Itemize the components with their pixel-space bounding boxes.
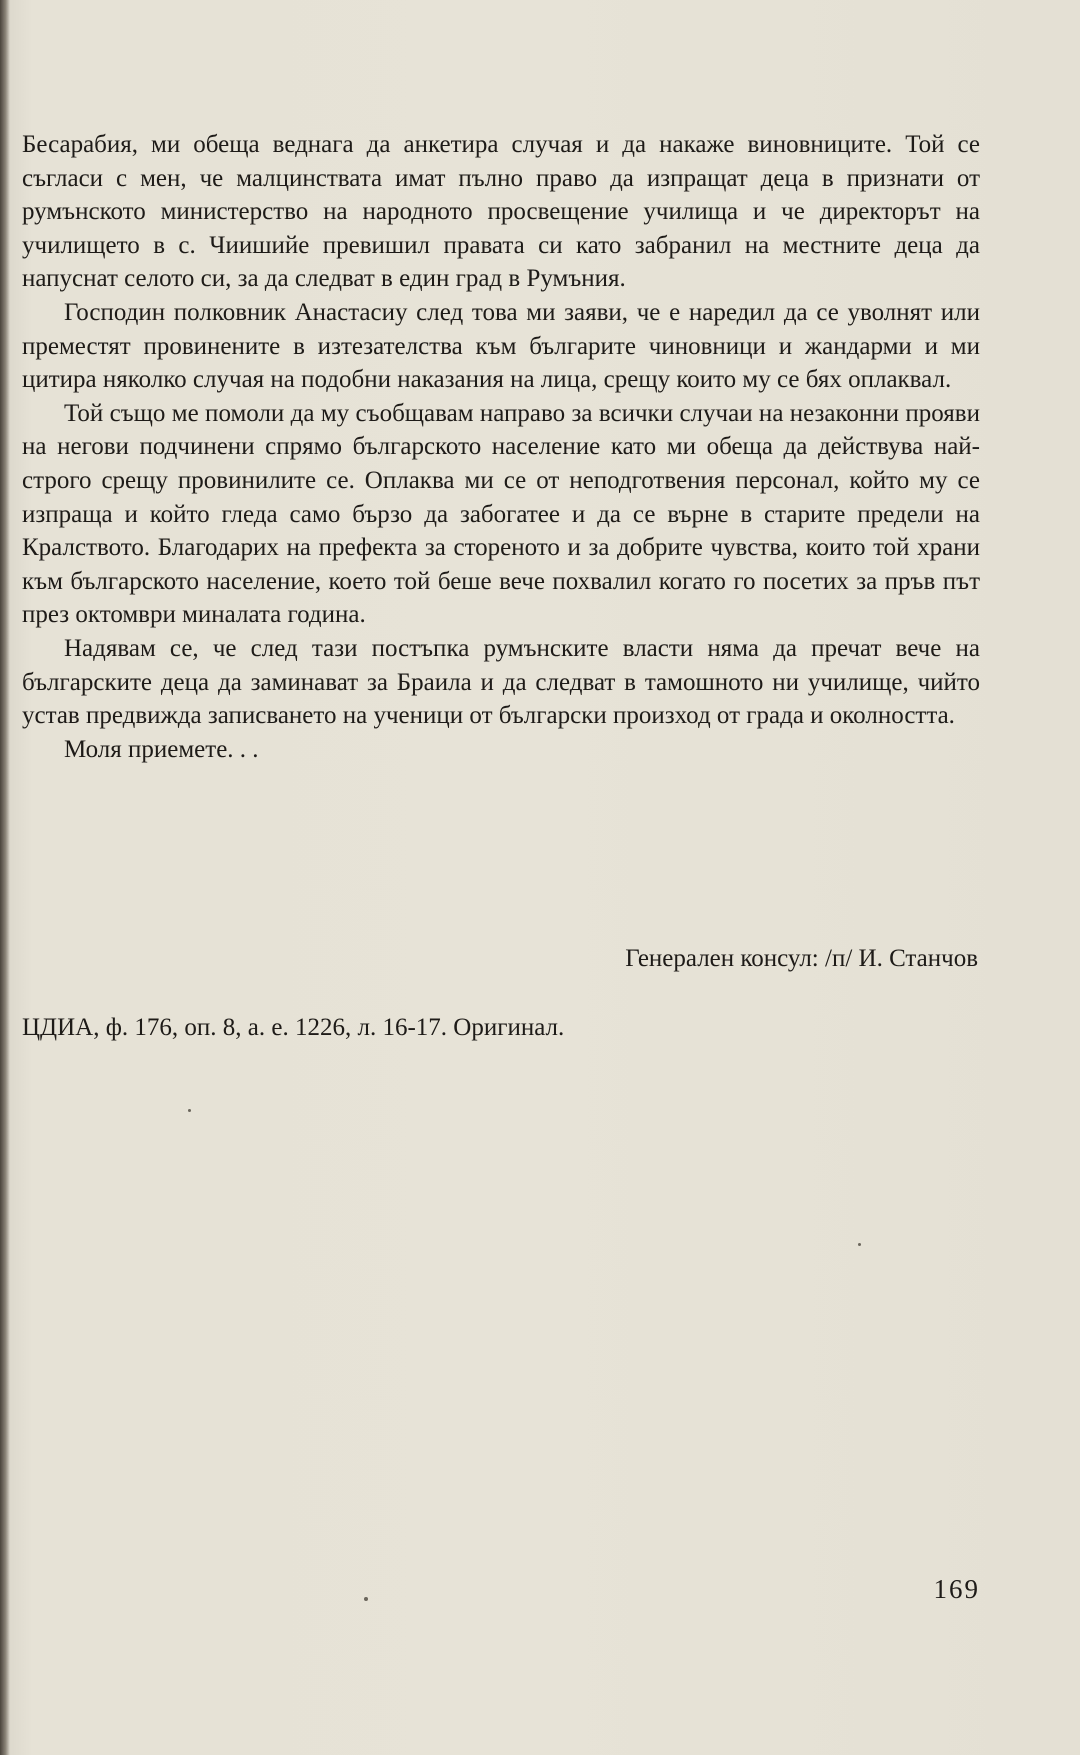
paragraph-3: Той също ме помоли да му съобщавам направо за всички случаи на незаконни прояви на негови подчинени спрямо българското население като ми обеща да действува най-строго срещу провинилите се. Оплаква ми се от неподготвения персонал, който му се изпраща и който гледа само бързо да забогатее и да се върне в старите предели на Кралството. Благодарих на префекта за стореното и за добрите чувства, които той храни към българското население, което той беше вече похвалил когато го посетих за пръв път през октомври миналата година. — [22, 399, 980, 629]
letter-body — [22, 128, 980, 766]
closing-line: Моля приемете. . . — [64, 735, 259, 763]
page-spine-shadow — [0, 0, 10, 1755]
paragraph-2: Господин полковник Анастасиу след това ми заяви, че е наредил да се уволнят или преместят провинените в изтезателства към българите чиновници и жандарми и ми цитира няколко случая на подобни наказания на лица, срещу които му се бях оплаквал. — [22, 298, 980, 394]
print-speck — [188, 1109, 191, 1112]
page-number: 169 — [933, 1574, 980, 1604]
paragraph-4: Надявам се, че след тази постъпка румънските власти няма да пречат вече на българските деца да заминават за Браила и да следват в тамошното ни училище, чийто устав предвижда записването на ученици от български произход от града и околността. — [22, 634, 980, 730]
paragraph-1: Бесарабия, ми обеща веднага да анкетира случая и да накаже виновниците. Той се съгласи с мен, че малцинствата имат пълно право да изпращат деца в признати от румънското министерство на народното просвещение училища и че директорът на училището в с. Чиишийе превишил правата си като забранил на местните деца да напуснат селото си, за да следват в един град в Румъния. — [22, 131, 980, 293]
print-speck — [364, 1597, 368, 1601]
signature-line: Генерален консул: /п/ И. Станчов — [625, 945, 978, 972]
print-speck — [858, 1243, 861, 1246]
archive-source-reference: ЦДИА, ф. 176, оп. 8, а. е. 1226, л. 16-17. Оригинал. — [22, 1014, 565, 1041]
